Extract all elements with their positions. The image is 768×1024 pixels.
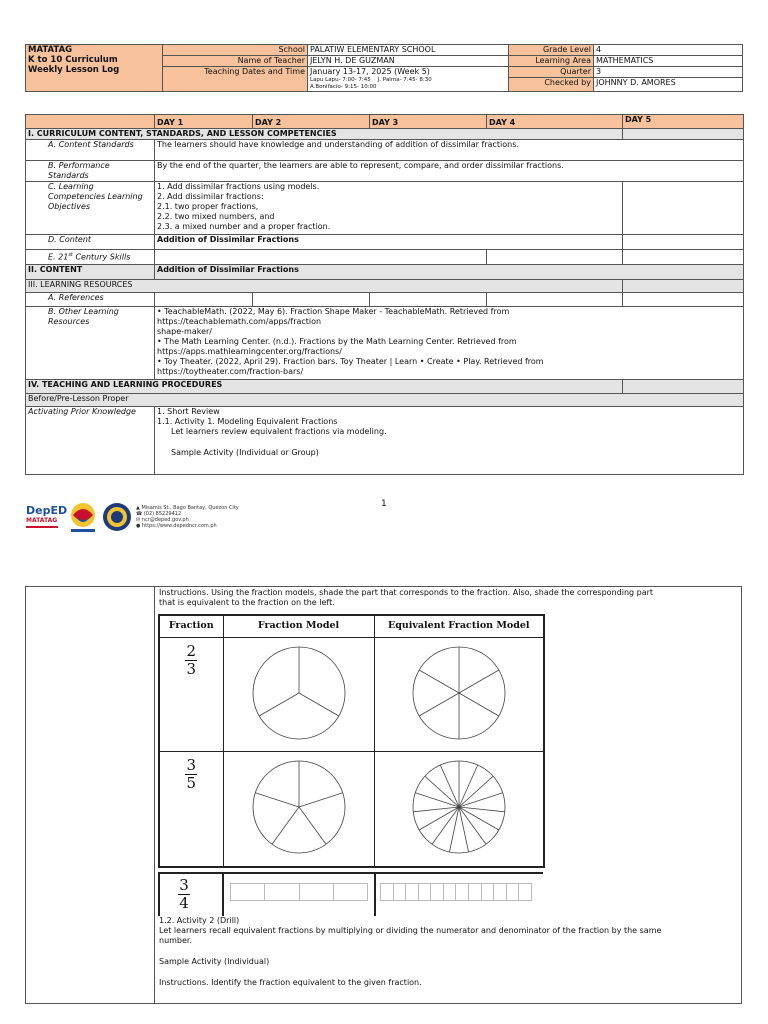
- thirds-circle-model[interactable]: [249, 643, 349, 743]
- circle-divider: [459, 693, 499, 716]
- page-number: 1: [381, 499, 387, 509]
- location-icon: ▲: [136, 505, 140, 511]
- page2-instructions-line: that is equivalent to the fraction on the left.: [159, 598, 335, 607]
- competencies-text: [155, 182, 623, 235]
- title-line-1: MATATAG: [28, 45, 73, 55]
- section-1-heading: I. CURRICULUM CONTENT, STANDARDS, AND LESSON COMPETENCIES: [26, 129, 623, 140]
- resource-line: • TeachableMath. (2022, May 6). Fraction Shape Maker - TeachableMath. Retrieved from: [157, 307, 510, 316]
- competency-line: 1. Add dissimilar fractions using models.: [157, 182, 320, 191]
- circle-divider: [425, 776, 459, 807]
- competency-line: 2. Add dissimilar fractions:: [157, 192, 264, 201]
- references-day4: [487, 293, 623, 307]
- time-palma: J. Palma- 7:45- 8:30: [377, 77, 432, 83]
- competencies-day5: [623, 182, 744, 235]
- footer-phone: ☎ (02) 85229412: [136, 511, 182, 517]
- equiv-cell: [374, 751, 544, 867]
- school-value: PALATIW ELEMENTARY SCHOOL: [308, 45, 509, 56]
- resource-line: https://toytheater.com/fraction-bars/: [157, 367, 304, 376]
- circle-divider: [255, 793, 299, 807]
- activity-2-title: 1.2. Activity 2 (Drill): [159, 916, 240, 925]
- activity-2-instructions: Instructions. Identify the fraction equivalent to the given fraction.: [159, 978, 422, 987]
- footer-website: ● https://www.depedncr.com.ph: [136, 523, 217, 529]
- lesson-table: [25, 114, 744, 475]
- circle-divider: [299, 807, 326, 844]
- fraction-3-4: 3 4: [179, 876, 189, 912]
- fifteenths-circle-model[interactable]: [409, 757, 509, 857]
- title-line-3: Weekly Lesson Log: [28, 65, 120, 75]
- resource-line: • Toy Theater. (2022, April 29). Fraction bars. Toy Theater | Learn • Create • Play. Retrieved from: [157, 357, 544, 366]
- apk-line: 1.1. Activity 1. Modeling Equivalent Fractions: [157, 417, 338, 426]
- dates-cell: [308, 67, 509, 92]
- model-cell: [223, 637, 374, 751]
- deped-logo: [26, 505, 66, 535]
- performance-standards-text: By the end of the quarter, the learners are able to represent, compare, and order dissimilar fractions.: [155, 161, 744, 182]
- fraction-bar-row: [158, 872, 543, 916]
- equiv-cell: [374, 637, 544, 751]
- teacher-label: Name of Teacher: [163, 56, 308, 67]
- day-header-blank: [26, 115, 155, 129]
- century-skills-day5: [623, 250, 744, 265]
- fraction-cell: [159, 751, 223, 867]
- references-day1: [155, 293, 253, 307]
- quarter-value: 3: [594, 67, 743, 78]
- footer: [26, 497, 256, 541]
- phone-icon: ☎: [136, 511, 143, 517]
- circle-divider: [299, 793, 343, 807]
- performance-standards-label: B. Performance Standards: [26, 161, 155, 182]
- checked-label: Checked by: [509, 78, 594, 92]
- resource-line: https://teachablemath.com/apps/fraction: [157, 317, 322, 326]
- section-4-heading: IV. TEACHING AND LEARNING PROCEDURES: [26, 380, 623, 394]
- apk-line: Sample Activity (Individual or Group): [171, 448, 319, 457]
- resource-line: https://apps.mathlearningcenter.org/fractions/: [157, 347, 342, 356]
- section-2-text: Addition of Dissimilar Fractions: [155, 265, 744, 280]
- title-line-2: K to 10 Curriculum: [28, 55, 118, 65]
- circle-divider: [419, 693, 459, 716]
- references-label: A. References: [26, 293, 155, 307]
- fifths-circle-model[interactable]: [249, 757, 349, 857]
- footer-address: ▲ Misamis St., Bago Bantay, Quezon City: [136, 505, 239, 511]
- time-lapu: Lapu Lapu- 7:00- 7:45: [310, 77, 371, 83]
- email-icon: ✉: [136, 517, 141, 523]
- globe-icon: ●: [136, 523, 141, 529]
- school-label: School: [163, 45, 308, 56]
- competency-line: 2.3. a mixed number and a proper fraction.: [157, 222, 331, 231]
- apk-text: [155, 407, 744, 475]
- century-skills-label: E. 21st Century Skills: [26, 250, 155, 265]
- section-3-day5: [623, 280, 744, 293]
- fraction-model-table: [158, 614, 545, 868]
- resource-line: • The Math Learning Center. (n.d.). Fractions by the Math Learning Center. Retrieved from: [157, 337, 517, 346]
- content-text: Addition of Dissimilar Fractions: [155, 235, 623, 250]
- activity-2-sample: Sample Activity (Individual): [159, 957, 270, 966]
- matatag-logo-text: MATATAG: [26, 517, 58, 524]
- footer-email: ✉ ncr@deped.gov.ph: [136, 517, 189, 523]
- other-resources-text: [155, 307, 744, 380]
- circle-divider: [440, 765, 459, 807]
- sixths-circle-model[interactable]: [409, 643, 509, 743]
- day-4-header: DAY 4: [487, 115, 623, 129]
- day-2-header: DAY 2: [253, 115, 370, 129]
- teacher-value: JELYN H. DE GUZMAN: [308, 56, 509, 67]
- before-lesson-heading: Before/Pre-Lesson Proper: [26, 394, 744, 407]
- deped-logo-text: DepED: [26, 504, 68, 517]
- day-1-header: DAY 1: [155, 115, 253, 129]
- content-standards-label: A. Content Standards: [26, 140, 155, 161]
- circle-divider: [259, 693, 299, 716]
- dates-value: January 13-17, 2025 (Week 5): [310, 67, 430, 76]
- col-model-header: Fraction Model: [223, 615, 374, 637]
- century-skills-text: [155, 250, 487, 265]
- section-4-day5: [623, 380, 744, 394]
- activity-2-block: [159, 916, 744, 988]
- quarter-label: Quarter: [509, 67, 594, 78]
- model-cell: [223, 751, 374, 867]
- circle-divider: [271, 807, 298, 844]
- section-3-heading: III. LEARNING RESOURCES: [26, 280, 623, 293]
- content-day5: [623, 235, 744, 250]
- header-title: [26, 45, 163, 92]
- deped-ncr-seal: [102, 501, 132, 535]
- area-value: MATHEMATICS: [594, 56, 743, 67]
- page2-instructions: [159, 588, 749, 608]
- references-day2: [253, 293, 370, 307]
- circle-divider: [459, 793, 503, 807]
- grade-label: Grade Level: [509, 45, 594, 56]
- references-day5: [623, 293, 744, 307]
- fourths-bar-model[interactable]: [230, 883, 368, 901]
- competency-line: 2.1. two proper fractions,: [157, 202, 259, 211]
- circle-divider: [299, 693, 339, 716]
- grade-value: 4: [594, 45, 743, 56]
- apk-line: Let learners review equivalent fractions via modeling.: [171, 427, 387, 436]
- checked-value: JOHNNY D. AMORES: [594, 78, 743, 92]
- content-standards-text: The learners should have knowledge and understanding of addition of dissimilar fractions.: [155, 140, 744, 161]
- competencies-label: C. Learning Competencies Learning Objectives: [26, 182, 155, 235]
- section-1-day5: [623, 129, 744, 140]
- time-bonifacio: A.Bonifacio- 9:15- 10:00: [310, 84, 377, 90]
- other-resources-label: B. Other Learning Resources: [26, 307, 155, 380]
- circle-divider: [459, 776, 493, 807]
- area-label: Learning Area: [509, 56, 594, 67]
- circle-divider: [419, 670, 459, 693]
- bagong-pilipinas-seal: [68, 501, 98, 535]
- fraction-2-3: 2 3: [186, 641, 197, 678]
- activity-2-desc: number.: [159, 936, 193, 945]
- dates-label: Teaching Dates and Time: [163, 67, 308, 92]
- circle-divider: [459, 765, 478, 807]
- resource-line: shape-maker/: [157, 327, 212, 336]
- fraction-3-5: 3 5: [186, 755, 197, 792]
- references-day3: [370, 293, 487, 307]
- twelfths-bar-model[interactable]: [380, 883, 532, 901]
- section-2-heading: II. CONTENT: [26, 265, 155, 280]
- page2-instructions-line: Instructions. Using the fraction models, shade the part that corresponds to the fraction. Also, shade the corresponding part: [159, 588, 654, 597]
- fraction-cell: [159, 637, 223, 751]
- circle-divider: [415, 793, 459, 807]
- day-5-header: DAY 5: [623, 115, 744, 129]
- activity-2-desc: Let learners recall equivalent fractions by multiplying or dividing the numerator and denominator of the fraction by the same: [159, 926, 662, 935]
- day-3-header: DAY 3: [370, 115, 487, 129]
- century-skills-day4: [487, 250, 623, 265]
- competency-line: 2.2. two mixed numbers, and: [157, 212, 275, 221]
- apk-line: 1. Short Review: [157, 407, 220, 416]
- circle-divider: [459, 670, 499, 693]
- col-fraction-header: Fraction: [159, 615, 223, 637]
- content-label: D. Content: [26, 235, 155, 250]
- footer-contact: [136, 505, 256, 529]
- col-equiv-header: Equivalent Fraction Model: [374, 615, 544, 637]
- header-table: [25, 44, 743, 92]
- apk-label: Activating Prior Knowledge: [26, 407, 155, 475]
